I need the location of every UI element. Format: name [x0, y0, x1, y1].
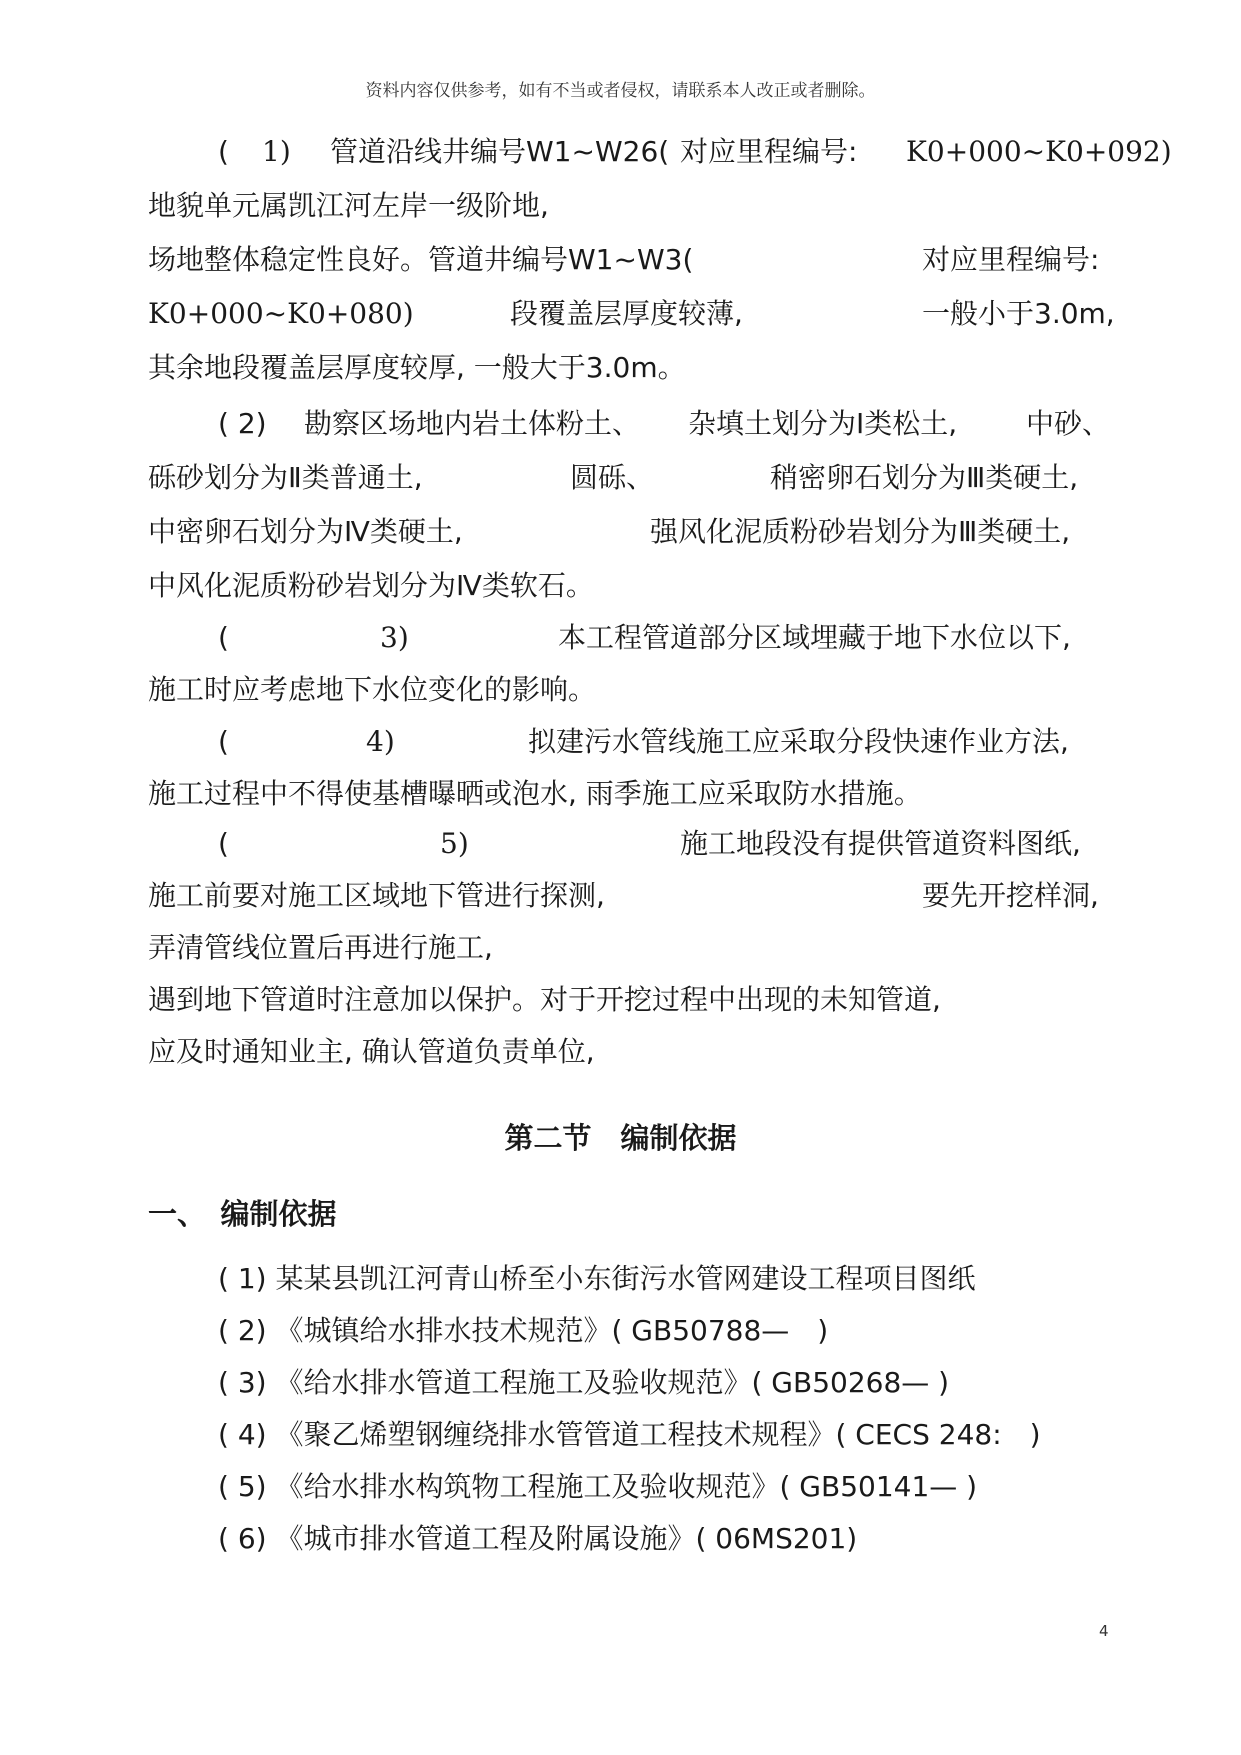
list-item: ( 3) 《给水排水管道工程施工及验收规范》( GB50268— ) [218, 1366, 950, 1399]
text-segment: 砾砂划分为Ⅱ类普通土, [148, 461, 423, 494]
text-segment: 1) [262, 135, 291, 168]
disclaimer-header: 资料内容仅供参考，如有不当或者侵权，请联系本人改正或者删除。 [365, 81, 876, 101]
text-segment: 4) [366, 725, 395, 758]
list-item: ( 4) 《聚乙烯塑钢缠绕排水管管道工程技术规程》( CECS 248: ) [218, 1418, 1041, 1451]
para5-line3: 弄清管线位置后再进行施工, [148, 931, 493, 964]
text-segment: ( [218, 621, 229, 654]
text-segment: ( 2) [218, 407, 267, 440]
text-segment: 5) [440, 827, 469, 860]
para3-line2: 施工时应考虑地下水位变化的影响。 [148, 673, 597, 706]
section-title: 第二节 编制依据 [504, 1121, 737, 1155]
list-item: ( 5) 《给水排水构筑物工程施工及验收规范》( GB50141— ) [218, 1470, 978, 1503]
text-segment: 场地整体稳定性良好。管道井编号W1~W3( [148, 243, 694, 276]
text-segment: 一般小于3.0m, [922, 297, 1115, 330]
para1-line2: 地貌单元属凯江河左岸一级阶地, [148, 189, 549, 222]
text-segment: 对应里程编号: [680, 135, 858, 168]
text-segment: 强风化泥质粉砂岩划分为Ⅲ类硬土, [650, 515, 1071, 548]
subsection-title: 一、 编制依据 [148, 1197, 337, 1231]
text-segment: 拟建污水管线施工应采取分段快速作业方法, [528, 725, 1069, 758]
text-segment: 3) [380, 621, 409, 654]
text-segment: ( [218, 827, 229, 860]
text-segment: 稍密卵石划分为Ⅲ类硬土, [770, 461, 1079, 494]
text-segment: 施工前要对施工区域地下管进行探测, [148, 879, 605, 912]
text-segment: 段覆盖层厚度较薄, [510, 297, 743, 330]
text-segment: K0+000~K0+080) [148, 297, 414, 330]
text-segment: 中密卵石划分为Ⅳ类硬土, [148, 515, 463, 548]
para2-line4: 中风化泥质粉砂岩划分为Ⅳ类软石。 [148, 569, 594, 602]
para5-line4: 遇到地下管道时注意加以保护。对于开挖过程中出现的未知管道, [148, 983, 941, 1016]
para4-line2: 施工过程中不得使基槽曝晒或泡水, 雨季施工应采取防水措施。 [148, 777, 922, 810]
text-segment: ( [218, 725, 229, 758]
text-segment: 杂填土划分为Ⅰ类松土, [688, 407, 958, 440]
text-segment: ( [218, 135, 229, 168]
text-segment: 对应里程编号: [922, 243, 1100, 276]
list-item: ( 6) 《城市排水管道工程及附属设施》( 06MS201) [218, 1522, 858, 1555]
text-segment: 本工程管道部分区域埋藏于地下水位以下, [558, 621, 1071, 654]
text-segment: 施工地段没有提供管道资料图纸, [680, 827, 1081, 860]
page-number: 4 [1099, 1622, 1109, 1640]
list-item: ( 2) 《城镇给水排水技术规范》( GB50788— ) [218, 1314, 829, 1347]
text-segment: 要先开挖样洞, [922, 879, 1099, 912]
text-segment: K0+000~K0+092) [906, 135, 1172, 168]
list-item: ( 1) 某某县凯江河青山桥至小东街污水管网建设工程项目图纸 [218, 1262, 976, 1295]
para5-line5: 应及时通知业主, 确认管道负责单位, [148, 1035, 595, 1068]
text-segment: 圆砾、 [570, 461, 655, 494]
text-segment: 中砂、 [1026, 407, 1111, 440]
text-segment: 勘察区场地内岩土体粉土、 [304, 407, 641, 440]
text-segment: 管道沿线井编号W1~W26( [330, 135, 670, 168]
para1-line5: 其余地段覆盖层厚度较厚, 一般大于3.0m。 [148, 351, 686, 384]
